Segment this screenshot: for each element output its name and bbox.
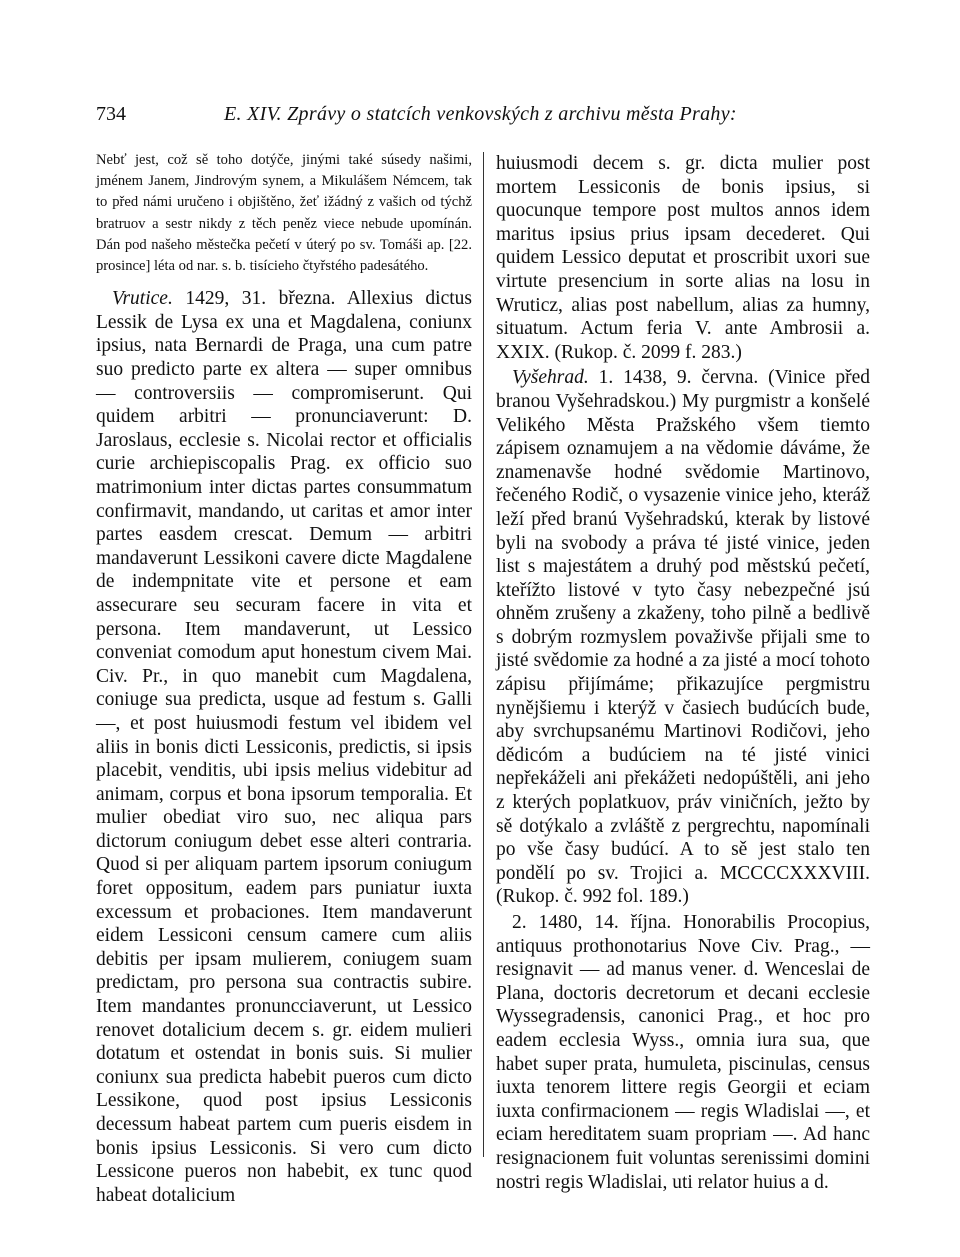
running-title: E. XIV. Zprávy o statcích venkovských z archivu města Prahy: bbox=[224, 103, 737, 125]
entry-continuation: huiusmodi decem s. gr. dicta mulier post mortem Lessiconis de bonis ipsius, si quocunque tempore post multos annos idem maritus ipsius prius ipsam decederet. Qui quidem Lessico deputat et proscribit uxori sue virtute presencium in sorte alias na losu in Wruticz, alias post nabellum, alias za humny, situatum. Actum feria V. ante Ambrosii a. XXIX. (Rukop. č. 2099 f. 283.) bbox=[496, 153, 870, 363]
entry-text: 1. 1438, 9. června. (Vinice před branou Vyšehradskou.) My purgmistr a konšelé Velikého Města Pražského všem tiemto zápisem oznamujem a na vědomie dáváme, že znamenavše hodné svědomie Martinovo, řečeného Rodič, o vysazenie vinice jeho, kteráž leží před branú Vyšehradskú, kterak by listové byli na svobody a práva té jisté vinice, jeden list s majestátem a druhý pod městskú pečetí, kteřížto listové v tyto časy nebezpečné jsú ohněm zrušeny a zkaženy, toho pilně a bedlivě s dobrým rozmyslem považivše přijali sme to jisté svědomie za hodné a za jisté a mocí tohoto zápisu přijímáme; přikazujíce pergmistru nynějšiemu i kterýž v časiech budúcích bude, aby svrchupsanému Martinovi Rodičovi, jeho dědicóm a budúciem na té jisté vinici nepřekáželi ani překážeti nedopúštěli, ani jeho z kterých poplatkuov, práv viničních, ježto by sě dotýkalo a zvláště z pergrechtu, napomínali po vše časy budúcí. A to sě jest stalo ten pondělí po sv. Trojici a. MCCCCXXXVIII. (Rukop. č. 992 fol. 189.) bbox=[496, 367, 870, 908]
entry-heading: Vyšehrad. bbox=[512, 367, 589, 389]
left-column bbox=[96, 150, 472, 1207]
page-number: 734 bbox=[96, 103, 126, 125]
entry-text: 1429, 31. března. Allexius dictus Lessik de Lysa ex una et Magdalena, coniunx ipsius, nata Bernardi de Praga, una cum patre suo predicto parte ex altera — super omnibus — controversiis — compromiserunt. Qui quidem arbitri — pronunciaverunt: D. Jaroslaus, ecclesie s. Nicolai rector et officialis curie archiepiscopalis Prag. ex officio suo matrimonium inter dictas partes consummatum confirmavit, mandando, ut caritas et amor inter partes easdem crescat. Demum — arbitri mandaverunt Lessikoni cavere dicte Magdalene de indempnitate vite et persone et eam assecurare seu securam facere in vita et persona. Item mandaverunt, ut Lessico conveniat comodum aput honestum civem Mai. Civ. Pr., in quo manebit cum Magdalena, coniuge sua predicta, usque ad festum s. Galli —, et post huiusmodi festum vel ibidem vel aliis in bonis dicti Lessiconis, predictis, si ipsis placebit, venditis, ubi ipsis melius videbitur ad animam, corpus et bona ipsorum temporalia. Et mulier obediat viro suo, nec aliqua pars dictorum coniugum debet esse alteri contraria. Quod si per aliquam partem ipsorum coniugum foret oppositum, eadem pars puniatur iuxta excessum et probaciones. Item mandaverunt eidem Lessiconi censum camere cum aliis debitis per ipsam mulierem, coniugem suam predictam, pro persona sua contractis subire. Item mandantes pronuncciaverunt, ut Lessico renovet dotalicium decem s. gr. eidem mulieri dotatum et ostendat in bonis suis. Si mulier coniunx sua predicta habebit pueros cum dicto Lessikone, quod post ipsius Lessiconis decessum habeat partem cum pueris eisdem in bonis ipsius Lessiconis. Si vero cum dicto Lessicone pueros non habebit, ex tunc quod habeat dotalicium bbox=[96, 288, 472, 1206]
column-divider bbox=[483, 152, 484, 1157]
entry-vrutice bbox=[96, 287, 472, 1207]
entry-vysehrad-2: 2. 1480, 14. října. Honorabilis Procopius, antiquus prothonotarius Nove Civ. Prag., — resignavit — ad manus vener. d. Wenceslai de Plana, doctoris decretorum et decani ecclesie Wyssegradensis, canonici Prag., et hoc pro eadem ecclesia Wyss., omnia iura sua, que habet super prata, humuleta, piscinulas, census iuxta tenorem littere regis Georgii et eciam iuxta confirmacionem — regis Wladislai —, et eciam hereditatem suam propriam —. Ad hanc resignacionem fuit voluntas serenissimi domini nostri regis Wladislai, uti relator huius a d. bbox=[496, 912, 870, 1193]
page-header bbox=[96, 103, 866, 133]
entry-heading: Vrutice. bbox=[112, 288, 173, 310]
czech-document-ending: Nebť jest, což sě toho dotýče, jinými také súsedy našimi, jménem Janem, Jindrovým synem, a Mikulášem Némcem, tak to před námi uručeno i objištěno, žeť ižádný z vašich od týchž bratruov a sestr nikdy z těch peněz viece nebude upomínán. Dán pod našeho městečka pečetí v úterý po sv. Tomáši ap. [22. prosince] léta od nar. s. b. tisícieho čtyřstého padesátého. bbox=[96, 152, 472, 275]
entry-vysehrad-1 bbox=[496, 366, 870, 909]
right-column bbox=[496, 150, 870, 1194]
